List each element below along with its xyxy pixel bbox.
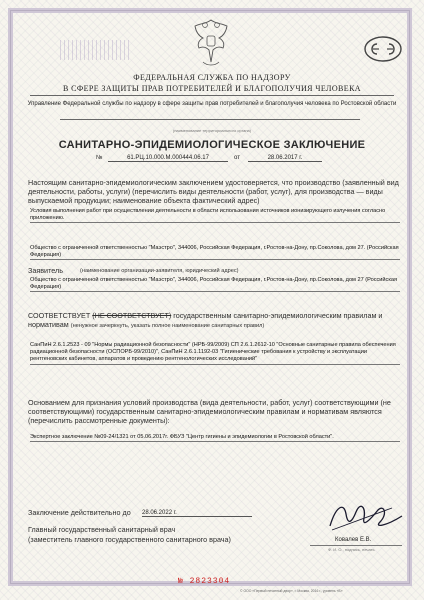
authority-caption: (наименование территориального органа) [172,128,252,133]
divider [60,119,360,120]
compliance-statement [28,311,400,331]
expert-opinion: Экспертное заключение №09-24/1321 от 05.06.2017г. ФБУЗ "Центр гигиены и эпидемиологии в Ростовской области". [30,434,400,442]
sanitary-rules-list: СанПиН 2.6.1.2523 - 09 "Нормы радиационной безопасности" (НРБ-99/2009) СП 2.6.1.2612-10 "Основные санитарные правила обеспечения радиационной безопасности (ОСПОРБ-99/2010)", СанПиН 2.6.1.1192-03 "Гигиенические требования к устройству и эксплуатации рентгеновских кабинетов, аппаратов и проведению рентгенологических исследований" [30,342,400,365]
organization-address: Общество с ограниченной ответственностью "Маэстро", 344006, Российская Федерация, г.Ростов-на-Дону, пр.Соколова, дом 27. (Российская Федерация) [30,245,400,260]
sanitary-service-logo-icon [364,36,402,62]
applicant-label: Заявитель [28,266,63,275]
signer-name: Ковалев Е.В. [335,537,372,543]
signature-caption: Ф. И. О., подпись, печать [328,547,375,552]
serial-number: № 2823304 [178,577,231,586]
certificate-number: 61.РЦ.10.000.М.000444.06.17 [108,155,228,162]
production-statement: Настоящим санитарно-эпидемиологическим заключением удостоверяется, что производство (заявленный вид деятельности, работы, услуги) (перечислить виды деятельности (работ, услуг), для производства — виды выпускаемой продукции; наименование объекта фактический адрес) [28,178,399,205]
date-label: от [234,155,240,161]
department-name: Управление Федеральной службы по надзору в сфере защиты прав потребителей и благополучия человека по Ростовской области [27,101,397,107]
valid-until-label: Заключение действительно до [28,508,131,517]
divider [30,95,394,96]
compliance-yes: СООТВЕТСТВУЕТ [28,311,91,320]
certificate-date: 28.06.2017 г. [248,155,322,162]
signature [322,496,412,536]
signature-line [310,545,402,546]
agency-line-1: ФЕДЕРАЛЬНАЯ СЛУЖБА ПО НАДЗОРУ [133,73,291,82]
applicant-caption: (наименование организации-заявителя, юридический адрес) [80,268,239,274]
document-title: САНИТАРНО-ЭПИДЕМИОЛОГИЧЕСКОЕ ЗАКЛЮЧЕНИЕ [58,139,366,151]
russian-coat-of-arms-icon [187,16,235,70]
basis-statement: Основанием для признания условий производства (вида деятельности, работ, услуг) соответствующими (не соответствующими) государственным санитарно-эпидемиологическим правилам и нормативам являются (перечислить рассмотренные документы): [28,398,391,425]
compliance-caption: (ненужное зачеркнуть, указать полное наименование санитарных правил) [70,323,265,329]
signer-title-1: Главный государственный санитарный врач [28,525,176,534]
signer-title-2: (заместитель главного государственного санитарного врача) [28,535,231,544]
printer-note: © ООО «Первый печатный двор», г. Москва, 2016 г., уровень «Б» [240,589,343,593]
security-pattern [60,40,130,60]
number-label: № [96,155,103,161]
compliance-no: (НЕ СООТВЕТСТВУЕТ) [92,311,172,320]
compliance-rules: государственным санитарно-эпидемиологическим правилам и нормативам [28,311,383,329]
applicant-value: Общество с ограниченной ответственностью "Маэстро", 344006, Российская Федерация, г.Ростов-на-Дону, пр.Соколова, дом 27 (Российская Федерация) [30,277,400,292]
agency-line-2: В СФЕРЕ ЗАЩИТЫ ПРАВ ПОТРЕБИТЕЛЕЙ И БЛАГОПОЛУЧИЯ ЧЕЛОВЕКА [63,84,361,93]
activity-description: Условия выполнения работ при осуществлении деятельности в области использования источников ионизирующего излучения согласно приложению. [30,208,400,223]
valid-until-date: 28.06.2022 г. [142,510,252,517]
